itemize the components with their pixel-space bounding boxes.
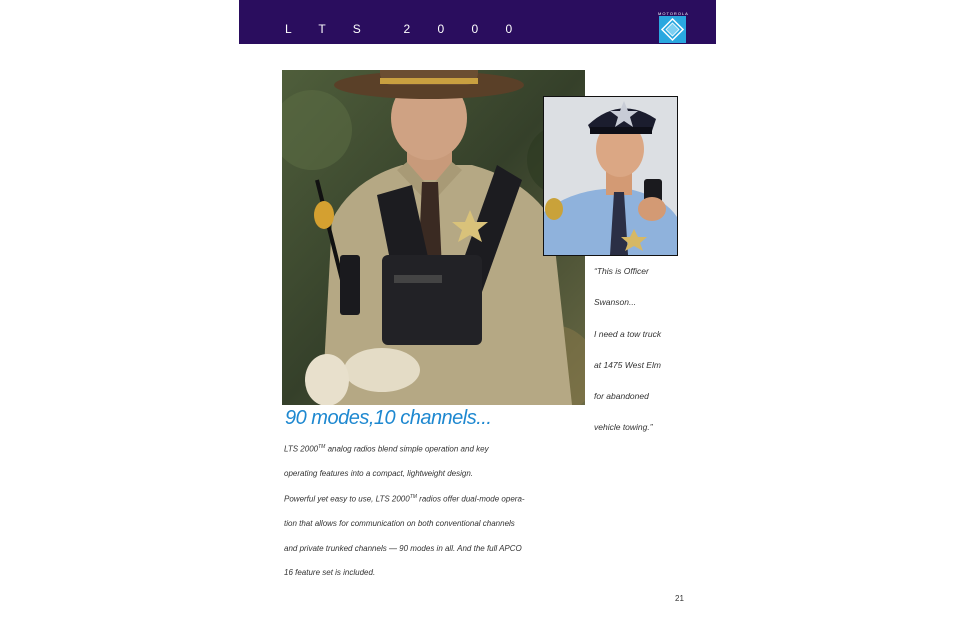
quote-line: at 1475 West Elm	[594, 360, 661, 370]
headline: 90 modes,10 channels...	[285, 407, 492, 429]
police-officer-photo	[543, 96, 678, 256]
logo-bottom-text: ORIGINAL	[658, 44, 686, 49]
trademark-mark: TM	[409, 494, 417, 500]
quote-line: vehicle towing.”	[594, 422, 653, 432]
quote-line: I need a tow truck	[594, 329, 662, 339]
trademark-mark: TM	[318, 444, 326, 450]
page-number: 21	[675, 594, 684, 603]
header-title: L T S 2 0 0 0	[285, 22, 525, 36]
body-line-1-part-b: analog radios blend simple operation and key	[325, 444, 489, 454]
body-line-3-part-a: Powerful yet easy to use, LTS 2000	[284, 494, 410, 504]
quote-line: “This is Officer	[594, 266, 649, 276]
motorola-logo-icon	[659, 16, 686, 43]
body-line-4: tion that allows for communication on both conventional channels	[284, 519, 515, 528]
motorola-original-logo	[658, 11, 688, 49]
body-line-1-part-a: LTS 2000	[284, 444, 319, 454]
body-line-3	[284, 494, 525, 504]
logo-top-text: MOTOROLA	[658, 11, 689, 16]
body-line-1	[284, 444, 489, 454]
sheriff-deputy-photo	[282, 70, 585, 405]
body-line-5: and private trunked channels — 90 modes in all. And the full APCO	[284, 544, 522, 553]
quote-line: for abandoned	[594, 391, 649, 401]
quote-line: Swanson...	[594, 297, 637, 307]
body-line-3-part-b: radios offer dual-mode opera-	[416, 494, 525, 504]
body-line-6: 16 feature set is included.	[284, 568, 376, 577]
body-line-2: operating features into a compact, lightweight design.	[284, 469, 474, 478]
page-header	[239, 0, 716, 49]
